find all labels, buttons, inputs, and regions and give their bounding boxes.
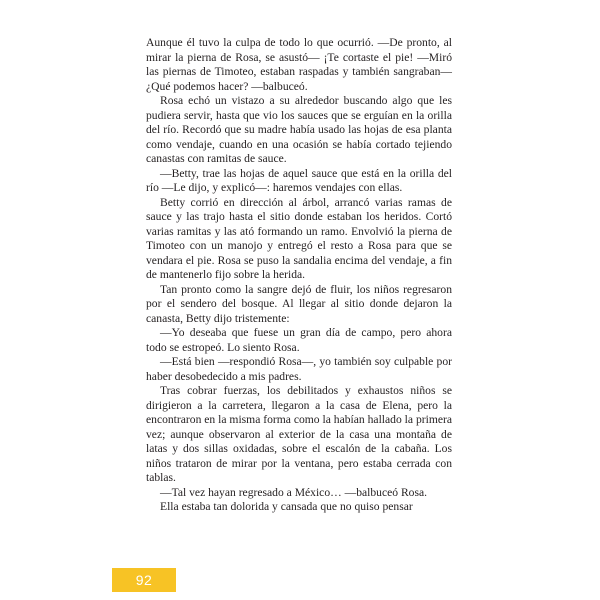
body-text <box>146 36 452 515</box>
page-number-badge <box>112 568 176 592</box>
page-number: 92 <box>135 572 153 588</box>
paragraph: Betty corrió en dirección al árbol, arrancó varias ramas de sauce y las trajo hasta el sitio donde estaban los heridos. Cortó varias ramitas y las ató formando un ramo. Envolvió la pierna de Timoteo con un manojo y entregó el resto a Rosa para que se vendara el pie. Rosa se puso la sandalia encima del vendaje, a fin de mantenerlo fijo sobre la herida. <box>146 195 452 281</box>
paragraph: —Betty, trae las hojas de aquel sauce que está en la orilla del río —Le dijo, y explicó—: haremos vendajes con ellas. <box>146 166 452 194</box>
paragraph: Ella estaba tan dolorida y cansada que no quiso pensar <box>160 500 413 513</box>
paragraph: —Yo deseaba que fuese un gran día de campo, pero ahora todo se estropeó. Lo siento Rosa. <box>146 326 452 354</box>
paragraph: Rosa echó un vistazo a su alrededor buscando algo que les pudiera servir, hasta que vio los sauces que se erguían en la orilla del río. Recordó que su madre había usado las hojas de esa planta como vendaje, cuando en una ocasión se había cortado tejiendo canastas con ramitas de sauce. <box>146 94 452 165</box>
paragraph: Tan pronto como la sangre dejó de fluir, los niños regresaron por el sendero del bosque. Al llegar al sitio donde dejaron la canasta, Betty dijo tristemente: <box>146 282 452 325</box>
paragraph: —Tal vez hayan regresado a México… —balbuceó Rosa. <box>160 485 428 499</box>
paragraph: Aunque él tuvo la culpa de todo lo que ocurrió. —De pronto, al mirar la pierna de Rosa, se asustó— ¡Te cortaste el pie! —Miró las piernas de Timoteo, estaban raspadas y también sangraban—¿Qué podemos hacer? —balbuceó. <box>146 36 452 93</box>
paragraph: —Está bien —respondió Rosa—, yo también soy culpable por haber desobedecido a mis padres. <box>146 355 452 383</box>
paragraph: Tras cobrar fuerzas, los debilitados y exhaustos niños se dirigieron a la carretera, llegaron a la casa de Elena, pero la encontraron en la misma forma como la habían hallado la primera vez; aunque observaron al exterior de la casa una montaña de latas y dos sillas oxidadas, sobre el escalón de la cabaña. Los niños trataron de mirar por la ventana, pero estaba cerrada con tablas. <box>146 384 452 484</box>
